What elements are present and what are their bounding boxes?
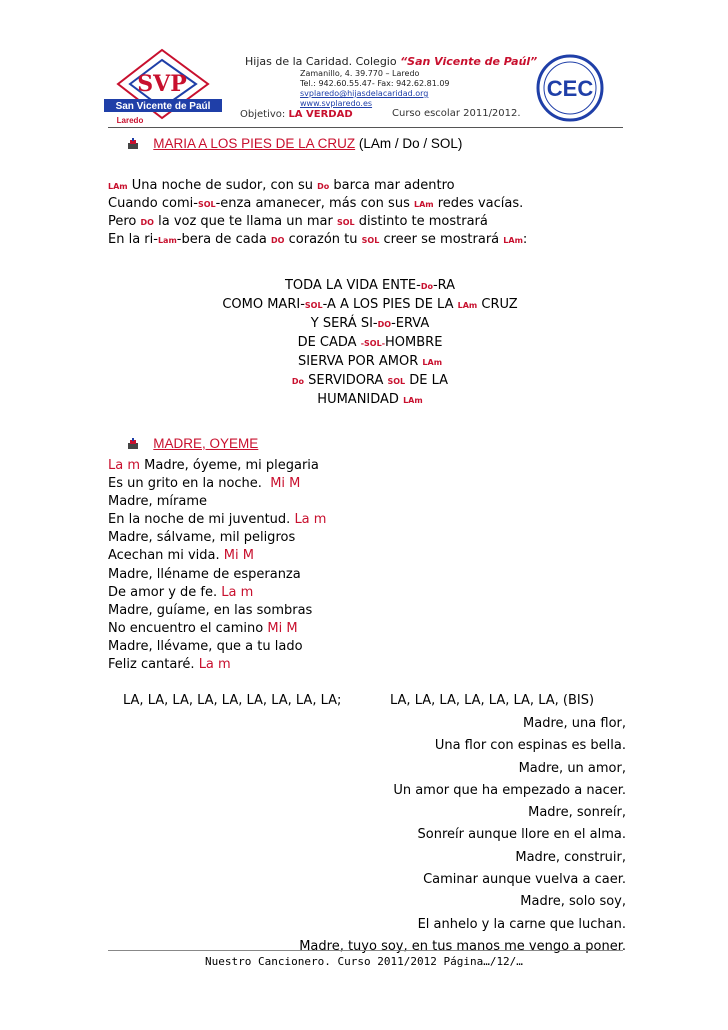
cec-logo-text: CEC	[546, 76, 594, 101]
la-left-line: LA, LA, LA, LA, LA, LA, LA, LA, LA;	[123, 693, 342, 708]
lyric-line	[108, 620, 508, 638]
lyric-line	[200, 372, 540, 391]
lyric-line	[108, 547, 508, 565]
chord-label: LAm	[108, 182, 128, 191]
lyric-line: Madre, construir,	[515, 849, 626, 865]
school-year: Curso escolar 2011/2012.	[392, 108, 521, 119]
chord-label: SOL	[387, 377, 406, 386]
lyric-text: Madre, lléname de esperanza	[108, 566, 301, 582]
lyric-text: De amor y de fe.	[108, 584, 222, 600]
chord-label: LAm	[413, 200, 434, 209]
lyric-line: Madre, una flor,	[523, 716, 626, 731]
lyric-text: -bera de cada	[176, 232, 272, 247]
school-logo	[100, 44, 228, 126]
web-link[interactable]: www.svplaredo.es	[300, 99, 373, 108]
lyric-text: -A A LOS PIES DE LA	[322, 297, 458, 312]
logo-name: San Vicente de Paúl	[115, 101, 211, 112]
chord-label: Do	[291, 377, 305, 386]
song1-title: MARIA A LOS PIES DE LA CRUZ (LAm / Do / SOL)	[127, 136, 462, 152]
lyric-text: -RA	[432, 278, 456, 293]
chord-label: DO	[377, 320, 392, 329]
chord-label: LAm	[457, 301, 478, 310]
lyric-line: El anhelo y la carne que luchan.	[417, 916, 626, 932]
lyric-text: la voz que te llama un mar	[153, 214, 337, 229]
chord-label: LAm	[503, 236, 523, 245]
chord-label: SOL	[304, 301, 323, 310]
lyric-line: Un amor que ha empezado a nacer.	[393, 782, 626, 798]
lyric-line	[108, 493, 508, 511]
lyric-line	[108, 529, 508, 547]
chord-label: Lam	[157, 236, 177, 245]
lyric-text: Feliz cantaré.	[108, 657, 199, 673]
lyric-text: En la noche de mi juventud.	[108, 512, 295, 528]
lyric-text: -ERVA	[391, 316, 430, 331]
lyric-text: Madre, guíame, en las sombras	[108, 602, 313, 618]
chord-label: LAm	[422, 358, 443, 367]
lyric-line	[108, 584, 508, 602]
school-name: Hijas de la Caridad. Colegio “San Vicente de Paúl”	[245, 55, 538, 68]
chord-label: Do	[420, 282, 433, 291]
lyric-line: Madre, solo soy,	[520, 894, 626, 910]
lyric-line	[200, 353, 540, 372]
lyric-text: Cuando comi-	[108, 196, 198, 211]
chord-label: SOL	[336, 218, 355, 227]
chord-label: Do	[317, 182, 330, 191]
lyric-line	[108, 475, 508, 493]
song2-title: MADRE, OYEME	[127, 436, 258, 452]
lyric-text: corazón tu	[284, 232, 362, 247]
lyric-line	[200, 334, 540, 353]
lyric-text: Madre, sálvame, mil peligros	[108, 530, 296, 546]
lyric-text: :	[522, 232, 528, 247]
lyric-text: Una noche de sudor, con su	[127, 178, 318, 193]
chord-label: La m	[198, 657, 231, 673]
lyric-line	[200, 315, 540, 334]
lyric-text: Acechan mi vida.	[108, 548, 224, 564]
lyric-line: Madre, tuyo soy, en tus manos me vengo a poner.	[299, 938, 626, 954]
lyric-text: redes vacías.	[433, 196, 524, 211]
bullet-icon	[127, 138, 139, 150]
lyric-text: HUMANIDAD	[317, 392, 404, 407]
lyric-text: HOMBRE	[385, 335, 443, 350]
chord-label: -SOL-	[360, 339, 386, 348]
lyric-line	[108, 602, 508, 620]
lyric-text: Y SERÁ SI-	[310, 316, 378, 331]
lyric-text: No encuentro el camino	[108, 620, 268, 636]
chord-label: Mi M	[270, 476, 301, 492]
objective: Objetivo: LA VERDAD	[240, 109, 353, 120]
lyric-text: SIERVA POR AMOR	[297, 354, 423, 369]
chord-label: SOL	[361, 236, 380, 245]
lyric-text: DE LA	[405, 373, 449, 388]
lyric-text: Madre, óyeme, mi plegaria	[140, 458, 319, 473]
header-divider	[108, 127, 623, 128]
lyric-line	[108, 231, 668, 249]
lyric-text: Madre, mírame	[108, 494, 208, 510]
lyric-line: Una flor con espinas es bella.	[434, 738, 626, 754]
lyric-text: CRUZ	[477, 297, 518, 312]
la-right-line: LA, LA, LA, LA, LA, LA, LA, (BIS)	[390, 693, 595, 708]
lyric-line: Sonreír aunque llore en el alma.	[417, 827, 626, 843]
lyric-line	[108, 177, 668, 195]
lyric-line: Madre, sonreír,	[528, 805, 626, 821]
school-address	[300, 69, 450, 109]
bullet-icon	[127, 438, 139, 450]
chord-label: Mi M	[267, 620, 298, 636]
lyric-line	[108, 457, 508, 475]
chord-label: DO	[271, 236, 285, 245]
chord-label: Mi M	[223, 548, 254, 564]
lyric-line	[108, 195, 668, 213]
chord-label: SOL	[197, 200, 216, 209]
lyric-line	[200, 391, 540, 410]
chord-label: La m	[108, 458, 141, 473]
lyric-text: Madre, llévame, que a tu lado	[108, 638, 303, 654]
lyric-text: COMO MARI-	[222, 297, 305, 312]
lyric-text: Pero	[108, 214, 141, 229]
cec-logo	[535, 48, 605, 128]
chord-label: La m	[294, 512, 327, 528]
lyric-text: -enza amanecer, más con sus	[215, 196, 414, 211]
lyric-line	[108, 511, 508, 529]
logo-city: Laredo	[116, 116, 144, 125]
lyric-text: DE CADA	[297, 335, 361, 350]
song1-verse	[108, 177, 668, 249]
lyric-text: TODA LA VIDA ENTE-	[284, 278, 421, 293]
lyric-text: barca mar adentro	[329, 178, 455, 193]
logo-monogram: SVP	[137, 71, 187, 97]
footer-divider	[108, 950, 623, 951]
lyric-line: Caminar aunque vuelva a caer.	[423, 872, 626, 888]
address-line: Zamanillo, 4. 39.770 – Laredo	[300, 69, 420, 78]
lyric-line	[200, 277, 540, 296]
song1-chorus	[200, 277, 540, 410]
song2-right-stanza	[240, 713, 626, 958]
lyric-line: Madre, un amor,	[518, 760, 626, 776]
lyric-line	[108, 656, 508, 674]
lyric-line	[108, 566, 508, 584]
song2-verse	[108, 457, 508, 674]
lyric-text: creer se mostrará	[379, 232, 504, 247]
email-link[interactable]: svplaredo@hijasdelacaridad.org	[300, 89, 429, 98]
lyric-line	[108, 213, 668, 231]
lyric-text: En la ri-	[108, 232, 158, 247]
lyric-line	[200, 296, 540, 315]
phone-line: Tel.: 942.60.55.47- Fax: 942.62.81.09	[300, 79, 450, 88]
page-footer: Nuestro Cancionero. Curso 2011/2012 Página…/12/…	[205, 955, 523, 968]
chord-label: LAm	[403, 396, 423, 405]
lyric-text: distinto te mostrará	[354, 214, 488, 229]
lyric-line	[108, 638, 508, 656]
lyric-text: Es un grito en la noche.	[108, 476, 271, 492]
chord-label: DO	[140, 218, 154, 227]
chord-label: La m	[221, 584, 254, 600]
lyric-text: SERVIDORA	[304, 373, 388, 388]
